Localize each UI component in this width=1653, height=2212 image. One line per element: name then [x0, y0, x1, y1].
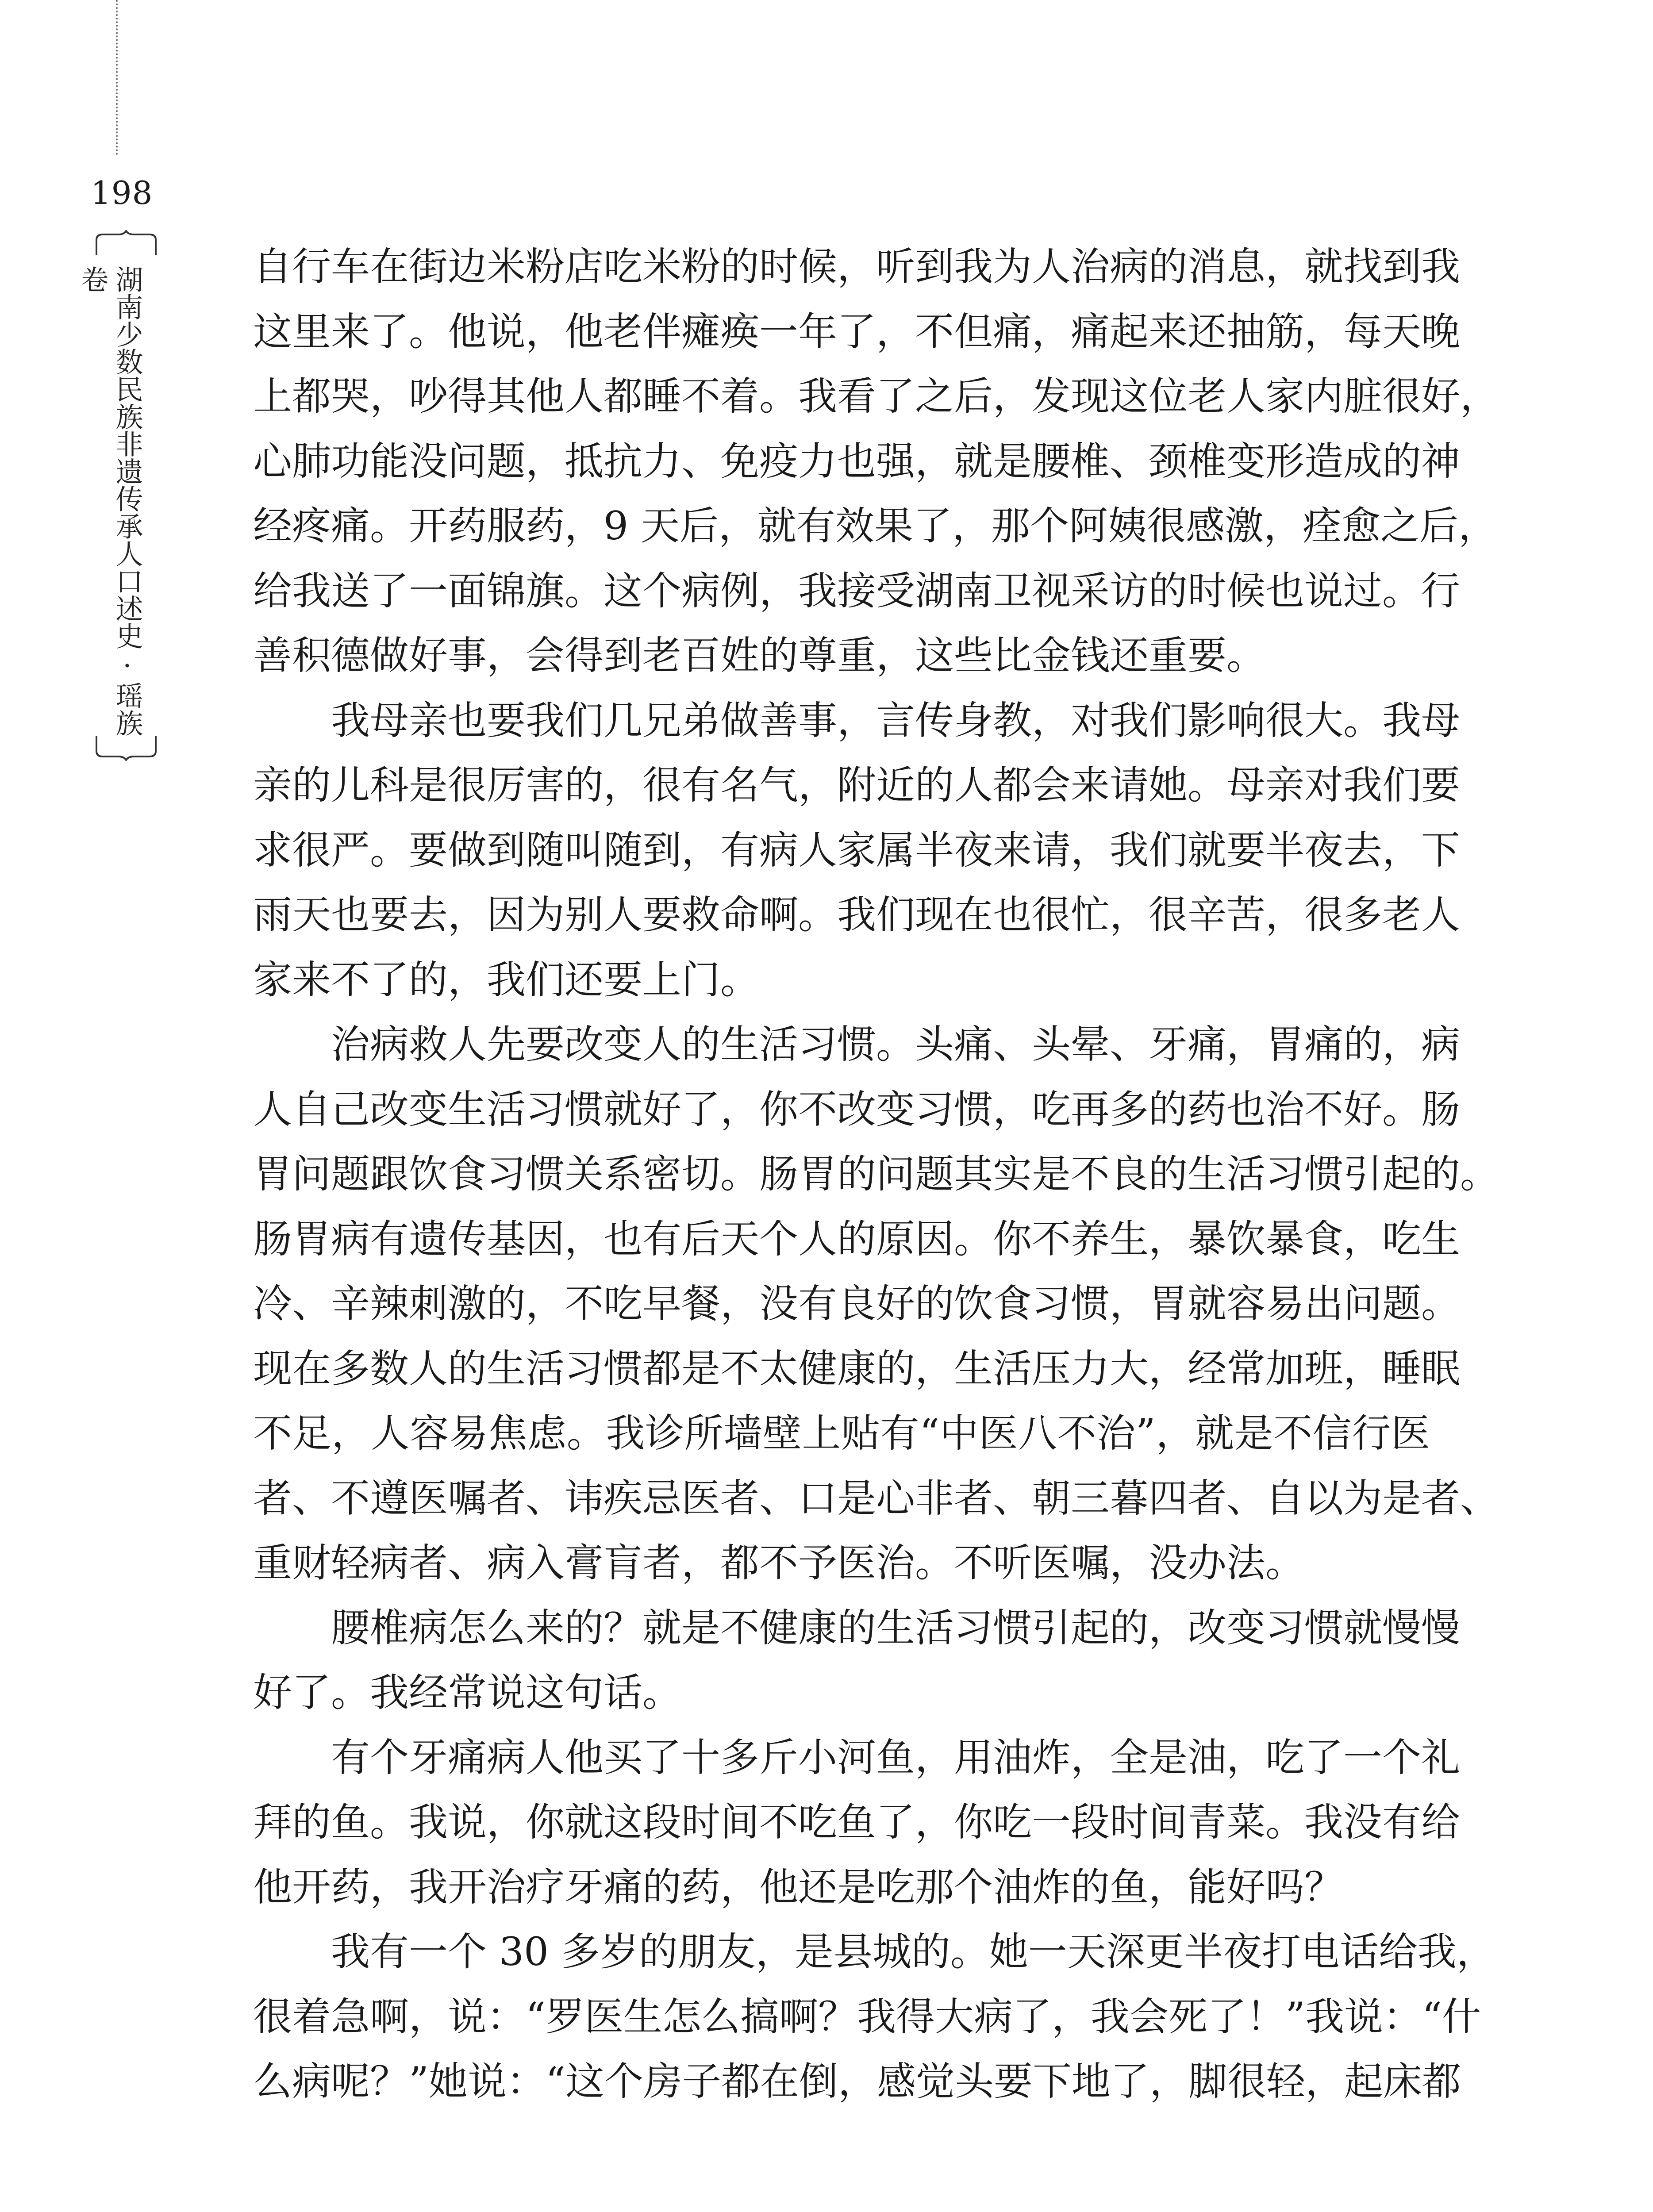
text-line: 善积德做好事，会得到老百姓的尊重，这些比金钱还重要。 [253, 633, 1266, 678]
text-line: 么病呢？”她说：“这个房子都在倒，感觉头要下地了，脚很轻，起床都 [253, 2058, 1461, 2104]
text-line: 者、不遵医嘱者、讳疾忌医者、口是心非者、朝三暮四者、自以为是者、 [253, 1475, 1499, 1521]
text-line: 我有一个 30 多岁的朋友，是县城的。她一天深更半夜打电话给我， [331, 1929, 1495, 1974]
text-line: 家来不了的，我们还要上门。 [253, 956, 760, 1002]
text-line: 心肺功能没问题，抵抗力、免疫力也强，就是腰椎、颈椎变形造成的神 [253, 438, 1461, 484]
text-line: 治病救人先要改变人的生活习惯。头痛、头晕、牙痛，胃痛的，病 [331, 1022, 1461, 1067]
text-line: 求很严。要做到随叫随到，有病人家属半夜来请，我们就要半夜去，下 [253, 827, 1461, 873]
text-line: 胃问题跟饮食习惯关系密切。肠胃的问题其实是不良的生活习惯引起的。 [253, 1151, 1499, 1197]
text-line: 腰椎病怎么来的？就是不健康的生活习惯引起的，改变习惯就慢慢 [331, 1605, 1461, 1651]
text-line: 我母亲也要我们几兄弟做善事，言传身教，对我们影响很大。我母 [331, 697, 1461, 743]
margin-dotted-rule [116, 0, 118, 155]
page-number: 198 [91, 174, 153, 211]
text-line: 给我送了一面锦旗。这个病例，我接受湖南卫视采访的时候也说过。行 [253, 568, 1461, 614]
text-line: 冷、辛辣刺激的，不吃早餐，没有良好的饮食习惯，胃就容易出问题。 [253, 1281, 1461, 1326]
text-line: 上都哭，吵得其他人都睡不着。我看了之后，发现这位老人家内脏很好， [253, 373, 1499, 419]
paragraph-3 [253, 1012, 1499, 1596]
paragraph-2 [253, 688, 1461, 1013]
text-line: 经疼痛。开药服药，9 天后，就有效果了，那个阿姨很感激，痊愈之后， [253, 503, 1497, 549]
running-title-box [77, 230, 159, 761]
paragraph-1 [253, 234, 1499, 688]
bracket-bottom-ornament [93, 734, 159, 761]
text-line: 重财轻病者、病入膏肓者，都不予医治。不听医嘱，没办法。 [253, 1540, 1305, 1586]
paragraph-6 [253, 1920, 1495, 2114]
running-title: 湖南少数民族非遗传承人口述史·瑶族卷 [77, 265, 143, 737]
text-line: 亲的儿科是很厉害的，很有名气，附近的人都会来请她。母亲对我们要 [253, 762, 1461, 808]
text-line: 有个牙痛病人他买了十多斤小河鱼，用油炸，全是油，吃了一个礼 [331, 1734, 1461, 1780]
text-line: 很着急啊，说：“罗医生怎么搞啊？我得大病了，我会死了！”我说：“什 [253, 1993, 1481, 2039]
text-line: 现在多数人的生活习惯都是不太健康的，生活压力大，经常加班，睡眠 [253, 1345, 1461, 1391]
text-line: 他开药，我开治疗牙痛的药，他还是吃那个油炸的鱼，能好吗？ [253, 1864, 1344, 1910]
text-line: 这里来了。他说，他老伴瘫痪一年了，不但痛，痛起来还抽筋，每天晚 [253, 308, 1461, 354]
text-line: 好了。我经常说这句话。 [253, 1670, 682, 1715]
text-line: 拜的鱼。我说，你就这段时间不吃鱼了，你吃一段时间青菜。我没有给 [253, 1799, 1461, 1845]
text-line: 人自己改变生活习惯就好了，你不改变习惯，吃再多的药也治不好。肠 [253, 1086, 1461, 1132]
text-line: 自行车在街边米粉店吃米粉的时候，听到我为人治病的消息，就找到我 [253, 244, 1461, 289]
bracket-top-ornament [93, 230, 159, 257]
text-line: 肠胃病有遗传基因，也有后天个人的原因。你不养生，暴饮暴食，吃生 [253, 1216, 1461, 1262]
paragraph-4 [253, 1596, 1461, 1725]
text-line: 雨天也要去，因为别人要救命啊。我们现在也很忙，很辛苦，很多老人 [253, 892, 1461, 937]
text-line: 不足，人容易焦虑。我诊所墙壁上贴有“中医八不治”，就是不信行医 [253, 1410, 1430, 1456]
paragraph-5 [253, 1725, 1461, 1920]
body-text [253, 234, 1499, 2114]
